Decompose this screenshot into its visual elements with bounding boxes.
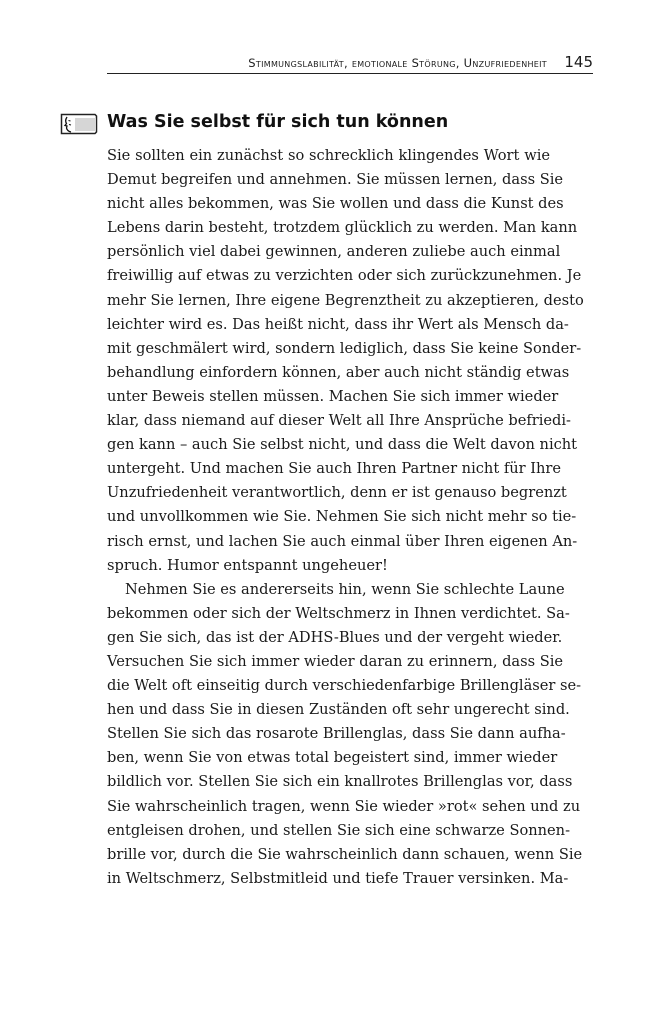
text-line: klar, dass niemand auf dieser Welt all Ihre Ansprüche befriedi- — [107, 412, 571, 430]
text-line: in Weltschmerz, Selbstmitleid und tiefe Trauer versinken. Ma- — [107, 869, 569, 887]
text-line: risch ernst, und lachen Sie auch einmal über Ihren eigenen An- — [107, 532, 578, 550]
body-text — [107, 144, 584, 891]
text-line: Demut begreifen und annehmen. Sie müssen lernen, dass Sie — [107, 171, 564, 189]
text-line: Nehmen Sie es andererseits hin, wenn Sie schlechte Laune — [125, 580, 565, 598]
text-line: mehr Sie lernen, Ihre eigene Begrenztheit zu akzeptieren, desto — [107, 291, 584, 309]
text-line: bekommen oder sich der Weltschmerz in Ihnen verdichtet. Sa- — [107, 604, 570, 622]
text-line: Sie sollten ein zunächst so schrecklich klingendes Wort wie — [107, 147, 550, 164]
text-line: ben, wenn Sie von etwas total begeistert sind, immer wieder — [107, 749, 558, 767]
text-line: spruch. Humor entspannt ungeheuer! — [107, 556, 388, 574]
text-line: brille vor, durch die Sie wahrscheinlich dann schauen, wenn Sie — [107, 845, 583, 863]
text-line: Lebens darin besteht, trotzdem glücklich zu werden. Man kann — [107, 219, 578, 237]
text-line: bildlich vor. Stellen Sie sich ein knallrotes Brillenglas vor, dass — [107, 773, 573, 791]
text-line: Stellen Sie sich das rosarote Brillenglas, dass Sie dann aufha- — [107, 725, 566, 743]
text-line: Unzufriedenheit verantwortlich, denn er ist genauso begrenzt — [107, 484, 567, 502]
page-number: 145 — [564, 53, 593, 71]
text-line: persönlich viel dabei gewinnen, anderen zuliebe auch einmal — [107, 243, 561, 261]
paragraph-2 — [107, 578, 583, 891]
text-line: gen Sie sich, das ist der ADHS-Blues und der vergeht wieder. — [107, 628, 563, 646]
text-line: mit geschmälert wird, sondern lediglich, dass Sie keine Sonder- — [107, 339, 582, 357]
text-line: untergeht. Und machen Sie auch Ihren Partner nicht für Ihre — [107, 460, 562, 478]
text-line: entgleisen drohen, und stellen Sie sich eine schwarze Sonnen- — [107, 821, 571, 839]
text-line: Versuchen Sie sich immer wieder daran zu erinnern, dass Sie — [107, 652, 564, 670]
text-line: Sie wahrscheinlich tragen, wenn Sie wieder »rot« sehen und zu — [107, 797, 581, 815]
text-line: behandlung einfordern können, aber auch nicht ständig etwas — [107, 363, 570, 381]
header-rule — [107, 73, 593, 74]
text-line: nicht alles bekommen, was Sie wollen und dass die Kunst des — [107, 195, 564, 213]
text-line: freiwillig auf etwas zu verzichten oder sich zurückzunehmen. Je — [107, 267, 582, 285]
text-line: die Welt oft einseitig durch verschiedenfarbige Brillengläser se- — [107, 677, 582, 695]
thinking-face-icon — [60, 113, 98, 135]
running-head — [107, 53, 593, 73]
text-line: gen kann – auch Sie selbst nicht, und dass die Welt davon nicht — [107, 436, 578, 454]
text-line: leichter wird es. Das heißt nicht, dass ihr Wert als Mensch da- — [107, 315, 569, 333]
text-line: und unvollkommen wie Sie. Nehmen Sie sich nicht mehr so tie- — [107, 508, 577, 526]
text-line: unter Beweis stellen müssen. Machen Sie sich immer wieder — [107, 387, 559, 405]
section-heading: Was Sie selbst für sich tun können — [107, 112, 449, 132]
running-title: Stimmungslabilität, emotionale Störung, Unzufriedenheit — [248, 56, 547, 70]
text-line: hen und dass Sie in diesen Zuständen oft sehr ungerecht sind. — [107, 701, 570, 719]
paragraph-1 — [107, 144, 584, 578]
